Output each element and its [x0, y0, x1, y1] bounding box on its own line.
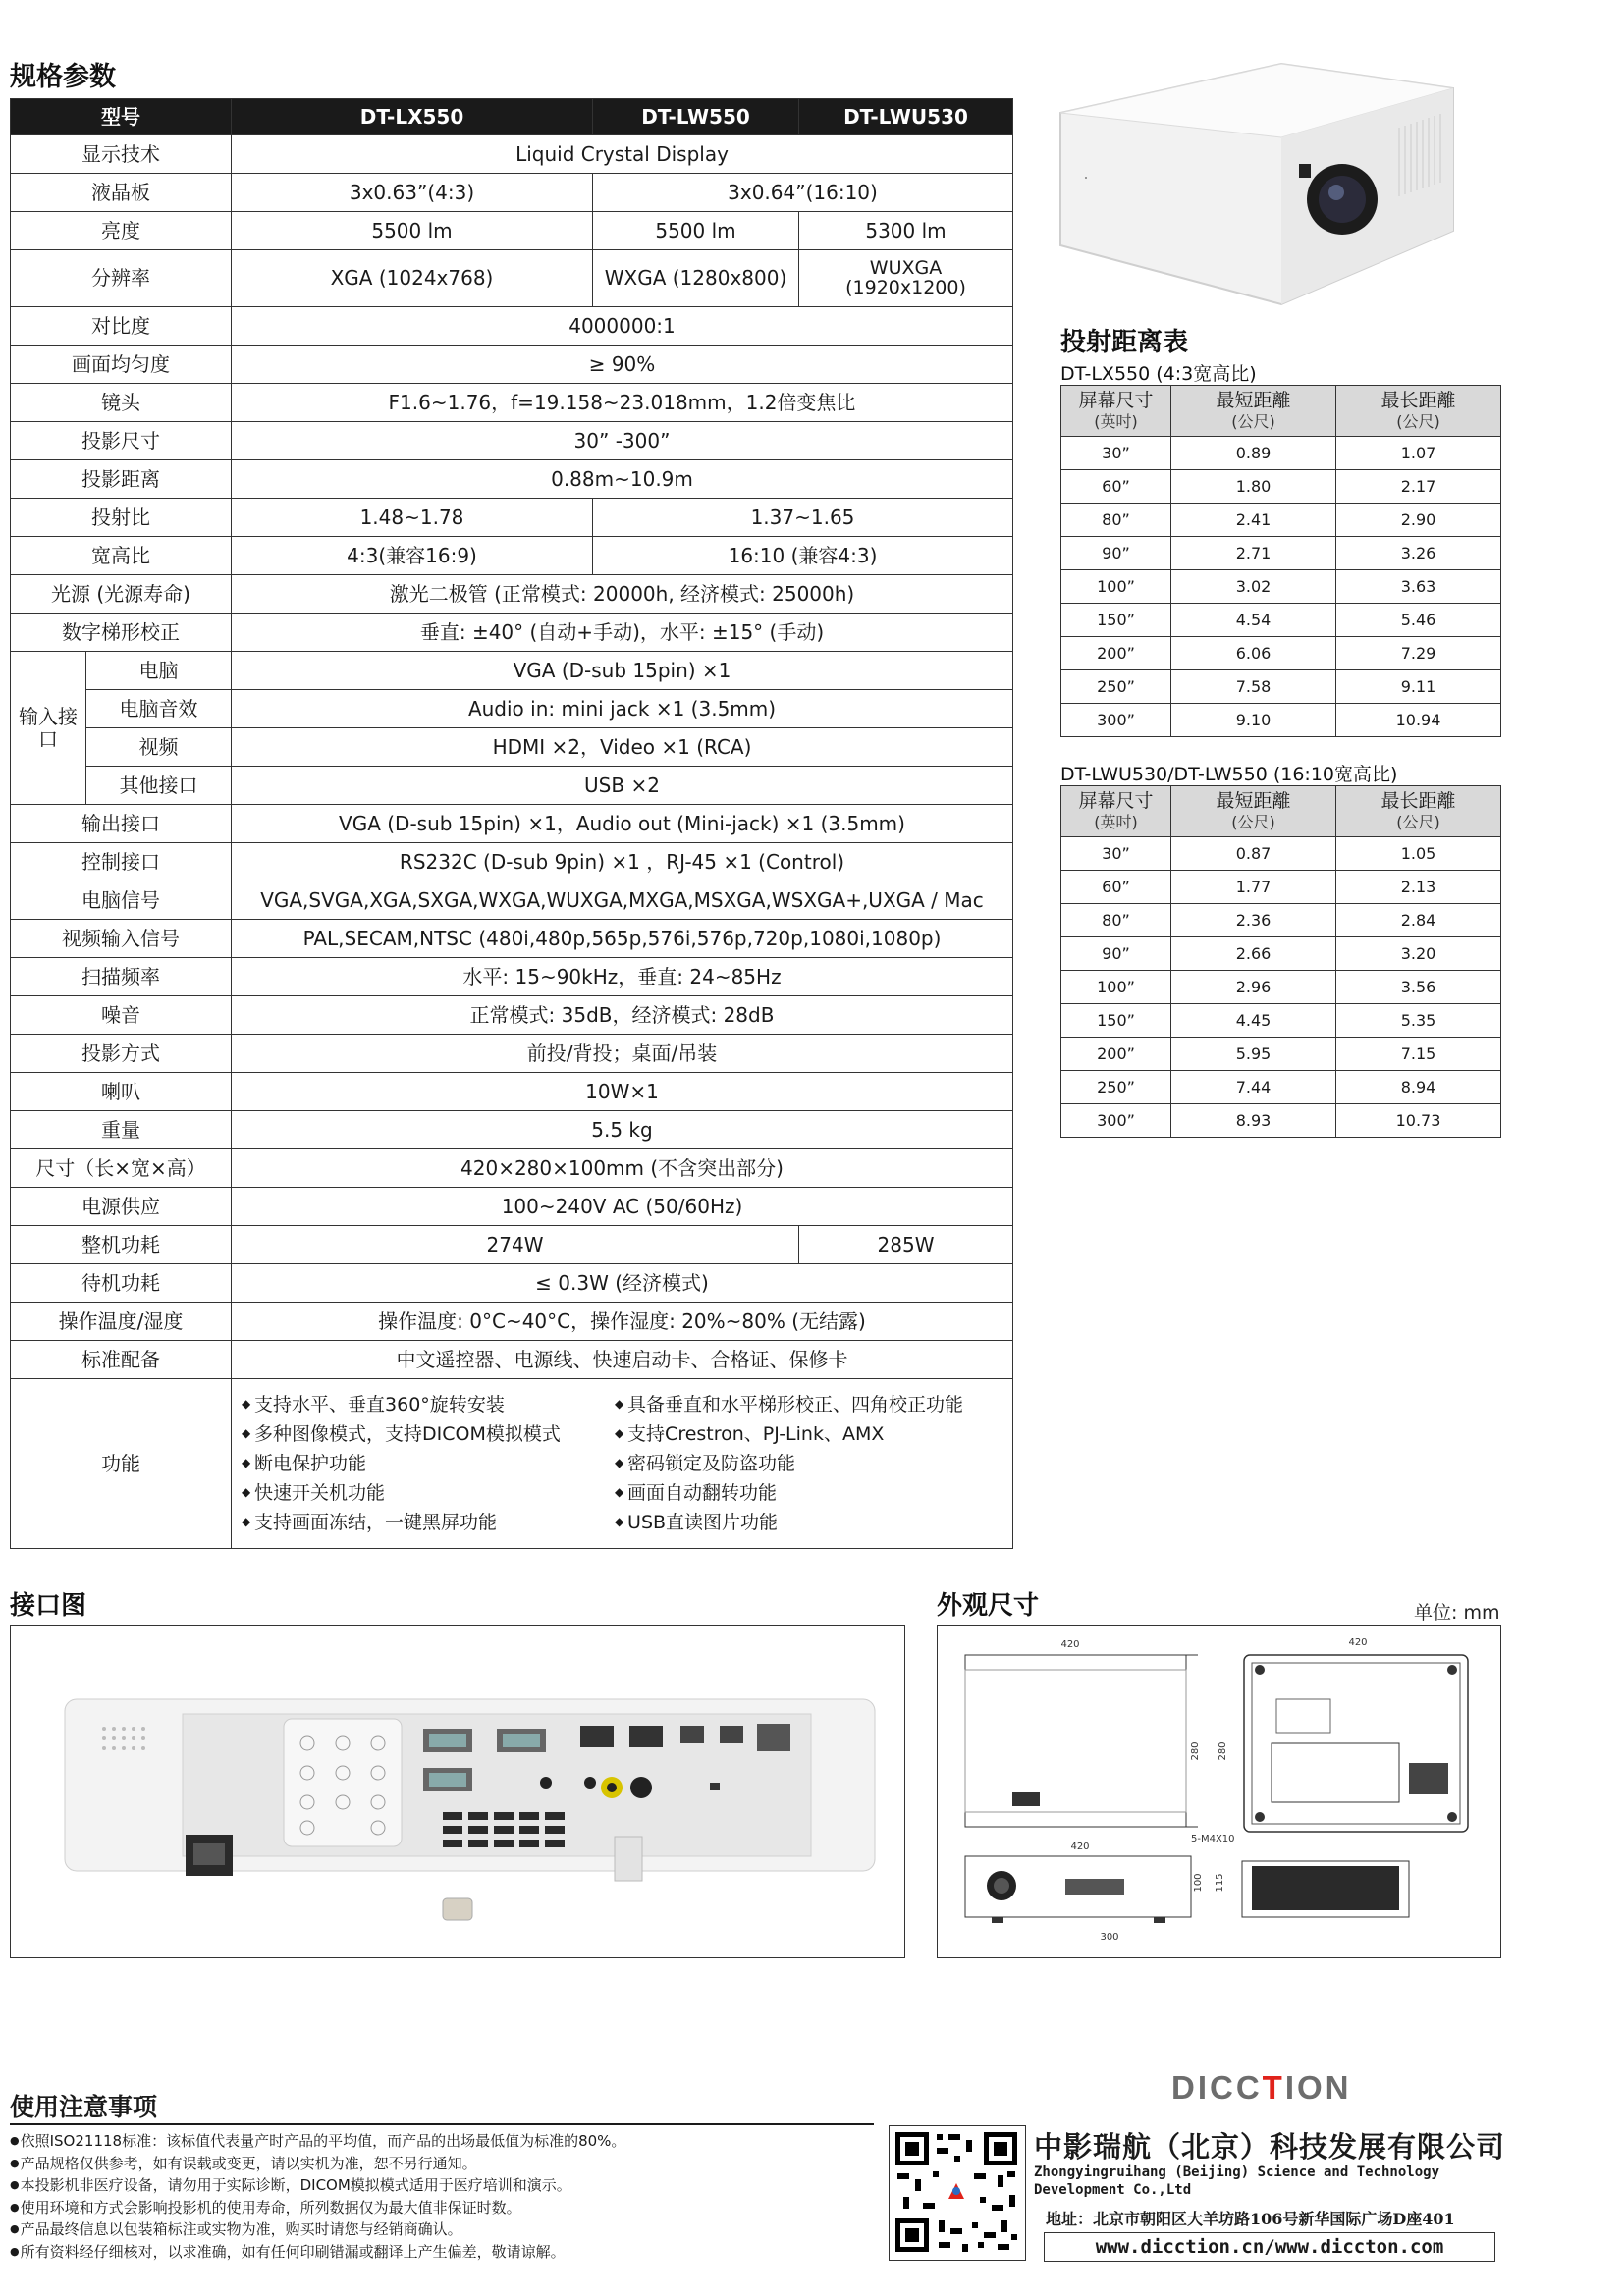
spec-row: [11, 575, 1013, 614]
row-value: 0.88m~10.9m: [232, 460, 1013, 499]
row-value: 5.5 kg: [232, 1111, 1013, 1149]
spec-row: [11, 135, 1013, 174]
row-value: 420×280×100mm (不含突出部分): [232, 1149, 1013, 1188]
row-value: ≤ 0.3W (经济模式): [232, 1264, 1013, 1303]
dimension-drawing: [938, 1626, 1500, 1957]
dim-label-top-width: 420: [1060, 1639, 1080, 1650]
row-value: 5500 lm: [232, 212, 593, 250]
header-min-distance: 最短距離 (公尺): [1171, 786, 1336, 837]
spec-row: [11, 346, 1013, 384]
note-item: ● 产品最终信息以包装箱标注或实物为准，购买时请您与经销商确认。: [10, 2218, 893, 2241]
features-cell: [232, 1379, 1013, 1549]
spec-row: [11, 1226, 1013, 1264]
spec-row: [11, 499, 1013, 537]
spec-row: [11, 690, 1013, 728]
row-value: 正常模式: 35dB，经济模式: 28dB: [232, 996, 1013, 1035]
table-row: 30” 0.89 1.07: [1061, 437, 1501, 470]
spec-row: [11, 212, 1013, 250]
table-row: 250” 7.44 8.94: [1061, 1071, 1501, 1104]
row-value: 285W: [799, 1226, 1013, 1264]
row-label: 视频输入信号: [11, 920, 232, 958]
row-value: VGA,SVGA,XGA,SXGA,WXGA,WUXGA,MXGA,MSXGA,WSXGA+,UXGA / Mac: [232, 881, 1013, 920]
note-item: ● 依照ISO21118标准：该标值代表量产时产品的平均值，而产品的出场最低值为标准的80%。: [10, 2130, 893, 2153]
feature-item: ◆ 画面自动翻转功能: [615, 1479, 1007, 1507]
row-value: F1.6~1.76，f=19.158~23.018mm，1.2倍变焦比: [232, 384, 1013, 422]
spec-row: [11, 422, 1013, 460]
spec-row: [11, 728, 1013, 767]
dim-label-height-2: 115: [1215, 1873, 1225, 1893]
row-label: 整机功耗: [11, 1226, 232, 1264]
row-label: 投射比: [11, 499, 232, 537]
row-value: Audio in: mini jack ×1 (3.5mm): [232, 690, 1013, 728]
note-item: ● 产品规格仅供参考，如有误载或变更，请以实机为准，恕不另行通知。: [10, 2153, 893, 2175]
row-value: VGA (D-sub 15pin) ×1: [232, 652, 1013, 690]
projector-photo: [1056, 59, 1458, 314]
throw-header-row: [1061, 386, 1501, 437]
row-value: WUXGA (1920x1200): [799, 250, 1013, 307]
company-website-link[interactable]: www.dicction.cn/www.diccton.com: [1044, 2232, 1495, 2262]
row-value: 3x0.63”(4:3): [232, 174, 593, 212]
row-label: 功能: [11, 1379, 232, 1549]
header-min-distance: 最短距離 (公尺): [1171, 386, 1336, 437]
dim-label-height-1: 100: [1193, 1873, 1204, 1893]
header-model: 型号: [11, 99, 232, 135]
row-value: 16:10 (兼容4:3): [593, 537, 1013, 575]
notes-divider: [10, 2123, 874, 2125]
row-label: 扫描频率: [11, 958, 232, 996]
row-value: VGA (D-sub 15pin) ×1，Audio out (Mini-jack) ×1 (3.5mm): [232, 805, 1013, 843]
table-row: 250” 7.58 9.11: [1061, 670, 1501, 704]
table-row: 200” 6.06 7.29: [1061, 637, 1501, 670]
row-label: 输出接口: [11, 805, 232, 843]
row-value: HDMI ×2，Video ×1 (RCA): [232, 728, 1013, 767]
row-value: RS232C (D-sub 9pin) ×1 ，RJ-45 ×1 (Control): [232, 843, 1013, 881]
unit-label: 单位: mm: [1414, 1602, 1500, 1624]
spec-row: [11, 1303, 1013, 1341]
spec-row: [11, 1264, 1013, 1303]
spec-row: [11, 174, 1013, 212]
spec-table: [10, 98, 1013, 1549]
feature-item: ◆ 密码锁定及防盗功能: [615, 1450, 1007, 1477]
spec-row: [11, 920, 1013, 958]
spec-header-row: [11, 99, 1013, 135]
throw-table-lwu530: [1060, 785, 1501, 1138]
row-label: 标准配备: [11, 1341, 232, 1379]
interface-frame: [10, 1625, 905, 1958]
row-value: 5500 lm: [593, 212, 799, 250]
row-value: 1.48~1.78: [232, 499, 593, 537]
row-value: 中文遥控器、电源线、快速启动卡、合格证、保修卡: [232, 1341, 1013, 1379]
row-value: 10W×1: [232, 1073, 1013, 1111]
row-label: 光源 (光源寿命): [11, 575, 232, 614]
row-value: 30” -300”: [232, 422, 1013, 460]
spec-row: [11, 614, 1013, 652]
rear-panel-illustration: [11, 1626, 904, 1957]
dim-label-front-width: 420: [1070, 1842, 1090, 1852]
spec-row: [11, 537, 1013, 575]
row-value: 水平: 15~90kHz，垂直: 24~85Hz: [232, 958, 1013, 996]
row-label: 待机功耗: [11, 1264, 232, 1303]
note-item: ● 所有资料经仔细核对，以求准确，如有任何印刷错漏或翻译上产生偏差，敬请谅解。: [10, 2241, 893, 2264]
row-value: ≥ 90%: [232, 346, 1013, 384]
header-lw550: DT-LW550: [593, 99, 799, 135]
qr-code-icon: [890, 2126, 1023, 2258]
table-row: 30” 0.87 1.05: [1061, 837, 1501, 871]
spec-row: [11, 767, 1013, 805]
row-value: 前投/背投；桌面/吊装: [232, 1035, 1013, 1073]
row-value: Liquid Crystal Display: [232, 135, 1013, 174]
interface-title: 接口图: [10, 1591, 87, 1621]
feature-item: ◆ 支持画面冻结，一键黑屏功能: [242, 1509, 615, 1536]
row-label: 镜头: [11, 384, 232, 422]
spec-title: 规格参数: [10, 62, 116, 92]
row-sublabel: 电脑音效: [86, 690, 232, 728]
row-label: 操作温度/湿度: [11, 1303, 232, 1341]
row-value: XGA (1024x768): [232, 250, 593, 307]
row-label: 亮度: [11, 212, 232, 250]
spec-row: [11, 1035, 1013, 1073]
throw-caption-lwu530: DT-LWU530/DT-LW550 (16:10宽高比): [1060, 764, 1398, 785]
spec-row: [11, 307, 1013, 346]
row-label: 尺寸（长×宽×高）: [11, 1149, 232, 1188]
spec-row: [11, 881, 1013, 920]
dims-title: 外观尺寸: [937, 1591, 1040, 1621]
row-value: 操作温度: 0°C~40°C，操作湿度: 20%~80% (无结露): [232, 1303, 1013, 1341]
row-value: 274W: [232, 1226, 799, 1264]
table-row: 60” 1.80 2.17: [1061, 470, 1501, 504]
row-label: 对比度: [11, 307, 232, 346]
row-value: WXGA (1280x800): [593, 250, 799, 307]
spec-row: [11, 958, 1013, 996]
spec-row: [11, 805, 1013, 843]
header-max-distance: 最长距離 (公尺): [1336, 786, 1501, 837]
features-list: [242, 1391, 1002, 1536]
feature-item: ◆ USB直读图片功能: [615, 1509, 1007, 1536]
table-row: 150” 4.45 5.35: [1061, 1004, 1501, 1038]
feature-item: ◆ 快速开关机功能: [242, 1479, 615, 1507]
row-value: 激光二极管 (正常模式: 20000h, 经济模式: 25000h): [232, 575, 1013, 614]
spec-row: [11, 1073, 1013, 1111]
header-screen-size: 屏幕尺寸 (英吋): [1061, 786, 1171, 837]
dim-label-depth-1: 280: [1190, 1741, 1201, 1761]
throw-title: 投射距离表: [1060, 328, 1189, 357]
company-name-cn: 中影瑞航（北京）科技发展有限公司: [1034, 2130, 1506, 2163]
row-value: PAL,SECAM,NTSC (480i,480p,565p,576i,576p,720p,1080i,1080p): [232, 920, 1013, 958]
row-value: USB ×2: [232, 767, 1013, 805]
table-row: 90” 2.71 3.26: [1061, 537, 1501, 570]
note-item: ● 本投影机非医疗设备，请勿用于实际诊断，DICOM模拟模式适用于医疗培训和演示。: [10, 2174, 893, 2197]
notes-list: [10, 2130, 893, 2263]
row-value: 垂直: ±40° (自动+手动)，水平: ±15° (手动): [232, 614, 1013, 652]
brand-logo: DICCTION: [1171, 2069, 1352, 2106]
row-label: 投影方式: [11, 1035, 232, 1073]
row-label: 显示技术: [11, 135, 232, 174]
table-row: 150” 4.54 5.46: [1061, 604, 1501, 637]
row-value: 5300 lm: [799, 212, 1013, 250]
feature-item: ◆ 多种图像模式，支持DICOM模拟模式: [242, 1420, 615, 1448]
row-value: 1.37~1.65: [593, 499, 1013, 537]
dims-frame: [937, 1625, 1501, 1958]
header-screen-size: 屏幕尺寸 (英吋): [1061, 386, 1171, 437]
dim-label-depth-2: 280: [1218, 1741, 1228, 1761]
notes-title: 使用注意事项: [10, 2093, 158, 2121]
header-max-distance: 最长距離 (公尺): [1336, 386, 1501, 437]
row-label: 重量: [11, 1111, 232, 1149]
company-name-en: Zhongyingruihang (Beijing) Science and Technology Development Co.,Ltd: [1034, 2164, 1440, 2198]
throw-header-row: [1061, 786, 1501, 837]
spec-row: [11, 996, 1013, 1035]
row-sublabel: 视频: [86, 728, 232, 767]
feature-item: ◆ 支持水平、垂直360°旋转安装: [242, 1391, 615, 1418]
spec-row: [11, 460, 1013, 499]
row-label: 投影尺寸: [11, 422, 232, 460]
row-label: 电源供应: [11, 1188, 232, 1226]
table-row: 200” 5.95 7.15: [1061, 1038, 1501, 1071]
feature-item: ◆ 具备垂直和水平梯形校正、四角校正功能: [615, 1391, 1007, 1418]
spec-row: [11, 843, 1013, 881]
table-row: 100” 2.96 3.56: [1061, 971, 1501, 1004]
row-label: 噪音: [11, 996, 232, 1035]
spec-row: [11, 1341, 1013, 1379]
row-value: 4000000:1: [232, 307, 1013, 346]
table-row: 100” 3.02 3.63: [1061, 570, 1501, 604]
dim-label-side-width: 420: [1348, 1637, 1368, 1648]
spec-row: [11, 1111, 1013, 1149]
row-value: 3x0.64”(16:10): [593, 174, 1013, 212]
row-label: 投影距离: [11, 460, 232, 499]
row-label: 电脑信号: [11, 881, 232, 920]
header-lwu530: DT-LWU530: [799, 99, 1013, 135]
input-group-label: 输入接口: [11, 652, 86, 805]
row-label: 控制接口: [11, 843, 232, 881]
row-value: 100~240V AC (50/60Hz): [232, 1188, 1013, 1226]
qr-code[interactable]: [889, 2125, 1026, 2261]
row-label: 画面均匀度: [11, 346, 232, 384]
spec-row: [11, 250, 1013, 307]
feature-item: ◆ 支持Crestron、PJ-Link、AMX: [615, 1420, 1007, 1448]
table-row: 90” 2.66 3.20: [1061, 937, 1501, 971]
row-label: 数字梯形校正: [11, 614, 232, 652]
table-row: 80” 2.36 2.84: [1061, 904, 1501, 937]
company-address: 地址：北京市朝阳区大羊坊路106号新华国际广场D座401: [1046, 2210, 1455, 2228]
dim-label-base-width: 300: [1100, 1932, 1119, 1943]
spec-row: [11, 1379, 1013, 1549]
note-item: ● 使用环境和方式会影响投影机的使用寿命，所列数据仅为最大值非保证时数。: [10, 2197, 893, 2219]
row-sublabel: 其他接口: [86, 767, 232, 805]
spec-row: [11, 1188, 1013, 1226]
spec-row: [11, 384, 1013, 422]
spec-row: [11, 652, 1013, 690]
table-row: 60” 1.77 2.13: [1061, 871, 1501, 904]
row-label: 分辨率: [11, 250, 232, 307]
throw-table-lx550: [1060, 385, 1501, 737]
throw-caption-lx550: DT-LX550 (4:3宽高比): [1060, 363, 1257, 385]
table-row: 80” 2.41 2.90: [1061, 504, 1501, 537]
table-row: 300” 8.93 10.73: [1061, 1104, 1501, 1138]
table-row: 300” 9.10 10.94: [1061, 704, 1501, 737]
row-sublabel: 电脑: [86, 652, 232, 690]
spec-row: [11, 1149, 1013, 1188]
feature-item: ◆ 断电保护功能: [242, 1450, 615, 1477]
row-label: 喇叭: [11, 1073, 232, 1111]
row-label: 宽高比: [11, 537, 232, 575]
row-label: 液晶板: [11, 174, 232, 212]
row-value: 4:3(兼容16:9): [232, 537, 593, 575]
header-lx550: DT-LX550: [232, 99, 593, 135]
dim-label-screw: 5-M4X10: [1191, 1834, 1235, 1844]
